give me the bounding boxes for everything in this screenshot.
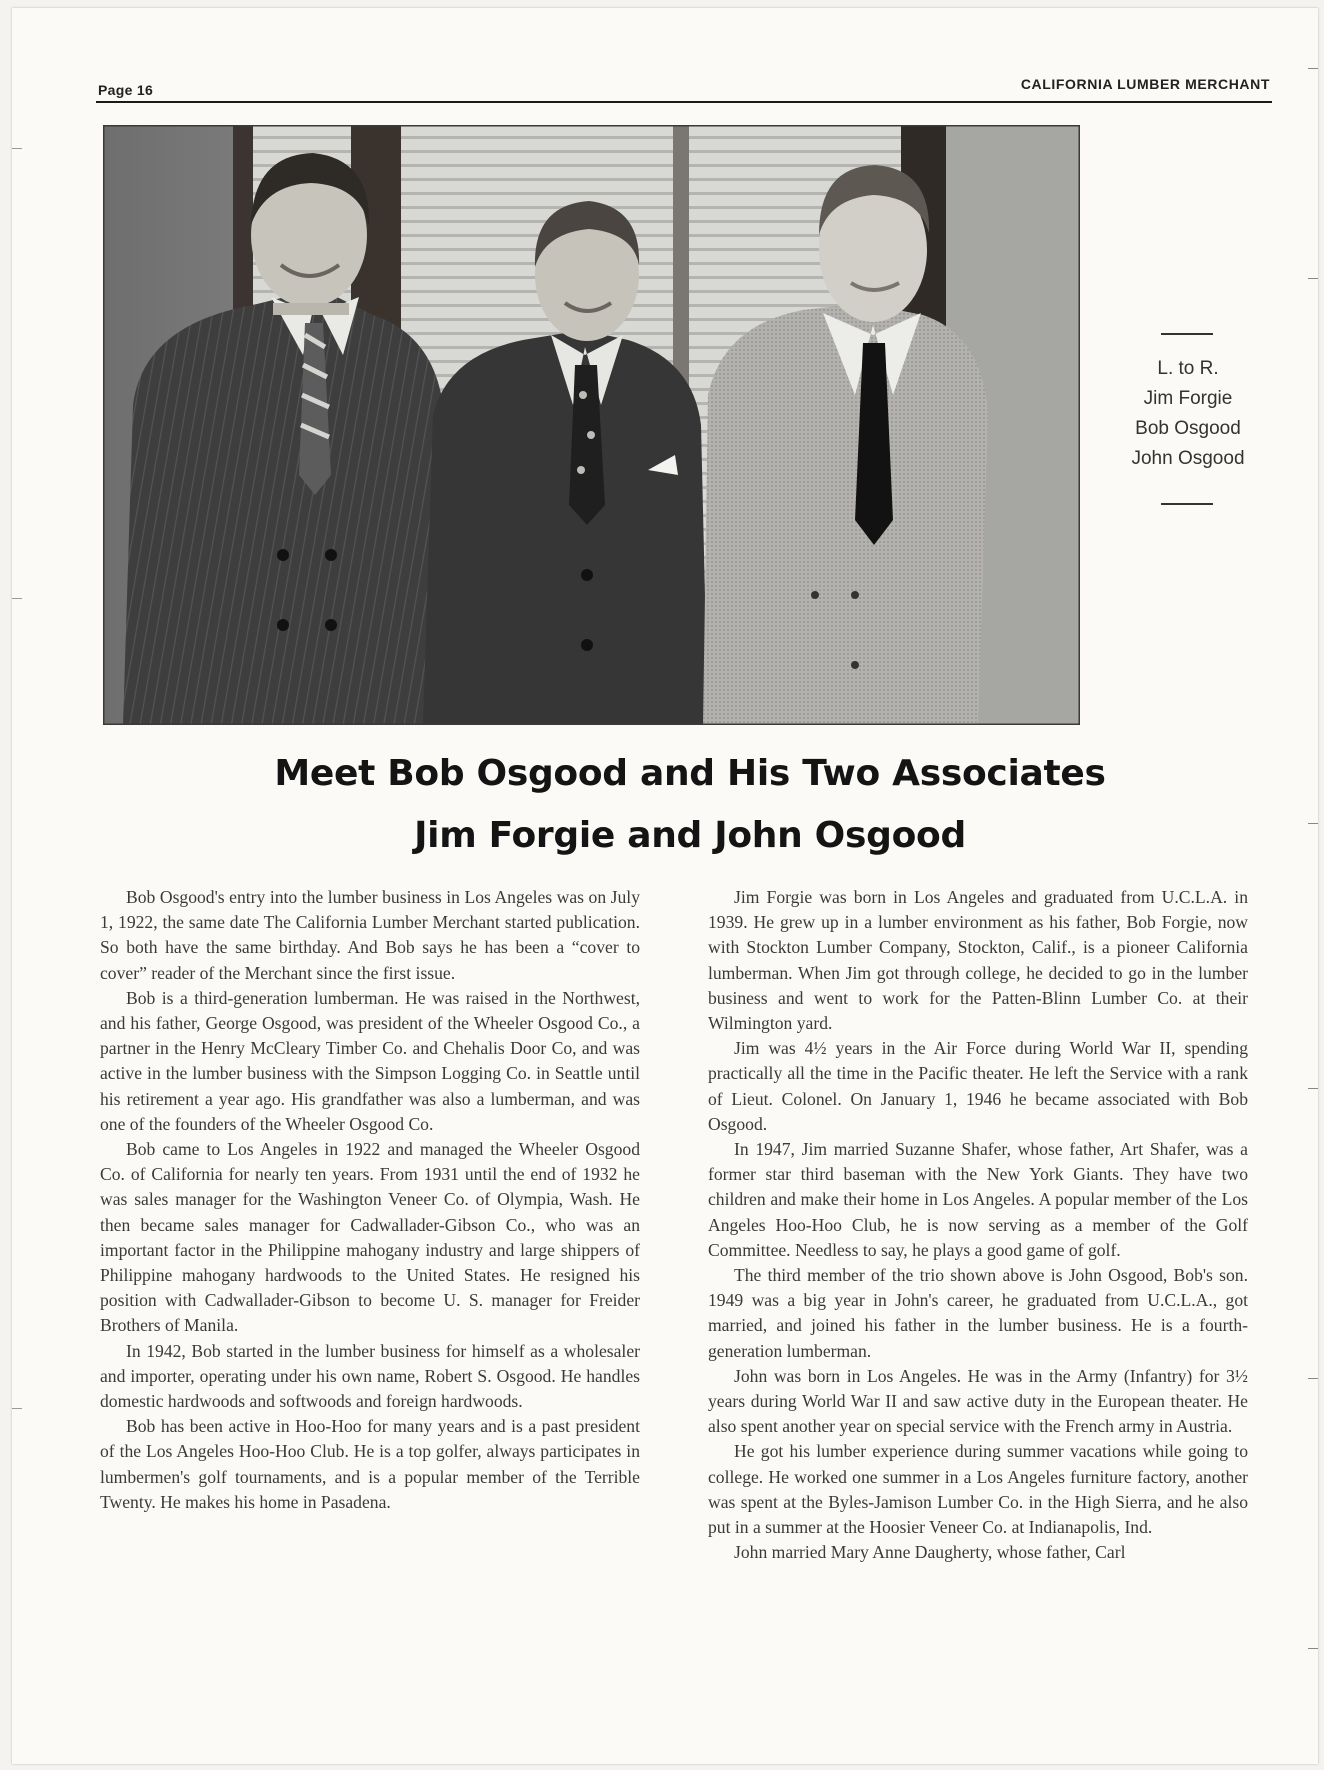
edge-tick bbox=[1308, 1648, 1318, 1649]
edge-tick bbox=[1308, 1378, 1318, 1379]
edge-tick bbox=[12, 598, 22, 599]
paragraph: Bob is a third-generation lumberman. He was raised in the Northwest, and his father, George Osgood, was president of the Wheeler Osgood Co., a partner in the Henry McCleary Timber Co. and Chehalis Door Co, and was active in the lumber business with the Simpson Logging Co. in Seattle until his retirement a year ago. His grandfather was also a lumberman, and was one of the founders of the Wheeler Osgood Co. bbox=[100, 987, 640, 1134]
edge-tick bbox=[1308, 823, 1318, 824]
paragraph: The third member of the trio shown above is John Osgood, Bob's son. 1949 was a big year in John's career, he graduated from U.C.L.A., got married, and joined his father in the lumber business. He is a fourth-generation lumberman. bbox=[708, 1265, 1248, 1361]
photo-caption bbox=[1100, 354, 1276, 474]
headline-line-2: Jim Forgie and John Osgood bbox=[414, 815, 966, 856]
article-column-left bbox=[100, 885, 640, 1515]
page-number: Page 16 bbox=[98, 82, 154, 98]
edge-tick bbox=[1308, 1088, 1318, 1089]
paragraph: Jim was 4½ years in the Air Force during World War II, spending practically all the time in the Pacific theater. He left the Service with a rank of Lieut. Colonel. On January 1, 1946 he became associated with Bob Osgood. bbox=[708, 1038, 1248, 1134]
caption-line: Jim Forgie bbox=[1143, 388, 1233, 409]
headline-line-1: Meet Bob Osgood and His Two Associates bbox=[274, 753, 1106, 794]
edge-tick bbox=[12, 1408, 22, 1409]
publication-name: CALIFORNIA LUMBER MERCHANT bbox=[1020, 76, 1270, 92]
edge-tick bbox=[12, 148, 22, 149]
photo-three-men-icon bbox=[103, 125, 1080, 725]
paragraph: John married Mary Anne Daugherty, whose father, Carl bbox=[734, 1542, 1126, 1563]
paragraph: In 1947, Jim married Suzanne Shafer, whose father, Art Shafer, was a former star third baseman with the New York Giants. They have two children and make their home in Los Angeles. A popular member of the Los Angeles Hoo-Hoo Club, he is now serving as a member of the Golf Committee. Needless to say, he plays a good game of golf. bbox=[708, 1139, 1248, 1260]
paragraph: Bob has been active in Hoo-Hoo for many years and is a past president of the Los Angeles Hoo-Hoo Club. He is a top golfer, always participates in lumbermen's golf tournaments, and is a popular member of the Terrible Twenty. He makes his home in Pasadena. bbox=[100, 1416, 640, 1512]
paragraph: In 1942, Bob started in the lumber business for himself as a wholesaler and importer, operating under his own name, Robert S. Osgood. He handles domestic hardwoods and softwoods and foreign hardwoods. bbox=[100, 1340, 640, 1412]
paragraph: Bob came to Los Angeles in 1922 and managed the Wheeler Osgood Co. of California for nearly ten years. From 1931 until the end of 1932 he was sales manager for the Washington Veneer Co. of Olympia, Wash. He then became sales manager for Cadwallader-Gibson Co., who was an important factor in the Philippine mahogany industry and large shippers of Philippine mahogany hardwoods to the United States. He resigned his position with Cadwallader-Gibson to become U. S. manager for Freider Brothers of Manila. bbox=[100, 1139, 640, 1336]
paragraph: He got his lumber experience during summer vacations while going to college. He worked one summer in a Los Angeles furniture factory, another was spent at the Byles-Jamison Lumber Co. in the High Sierra, and he also put in a summer at the Hoosier Veneer Co. at Indianapolis, Ind. bbox=[708, 1441, 1248, 1538]
caption-line: L. to R. bbox=[1157, 358, 1219, 379]
caption-rule-top bbox=[1161, 333, 1213, 335]
header-rule bbox=[96, 101, 1272, 103]
edge-tick bbox=[1308, 68, 1318, 69]
caption-line: John Osgood bbox=[1131, 448, 1245, 469]
paragraph: Jim Forgie was born in Los Angeles and graduated from U.C.L.A. in 1939. He grew up in a lumber environment as his father, Bob Forgie, now with Stockton Lumber Company, Stockton, Calif., is a pioneer California lumberman. When Jim got through college, he decided to go in the lumber business and went to work for the Patten-Blinn Lumber Co. at their Wilmington yard. bbox=[708, 887, 1248, 1034]
paragraph: John was born in Los Angeles. He was in the Army (Infantry) for 3½ years during World War II and saw active duty in the European theater. He also spent another year on special service with the French army in Austria. bbox=[708, 1365, 1248, 1437]
article-column-right bbox=[708, 885, 1248, 1565]
caption-rule-bottom bbox=[1161, 503, 1213, 505]
caption-line: Bob Osgood bbox=[1135, 418, 1241, 439]
edge-tick bbox=[1308, 278, 1318, 279]
paragraph: Bob Osgood's entry into the lumber business in Los Angeles was on July 1, 1922, the same date The California Lumber Merchant started publication. So both have the same birthday. And Bob says he has been a “cover to cover” reader of the Merchant since the first issue. bbox=[100, 887, 640, 983]
